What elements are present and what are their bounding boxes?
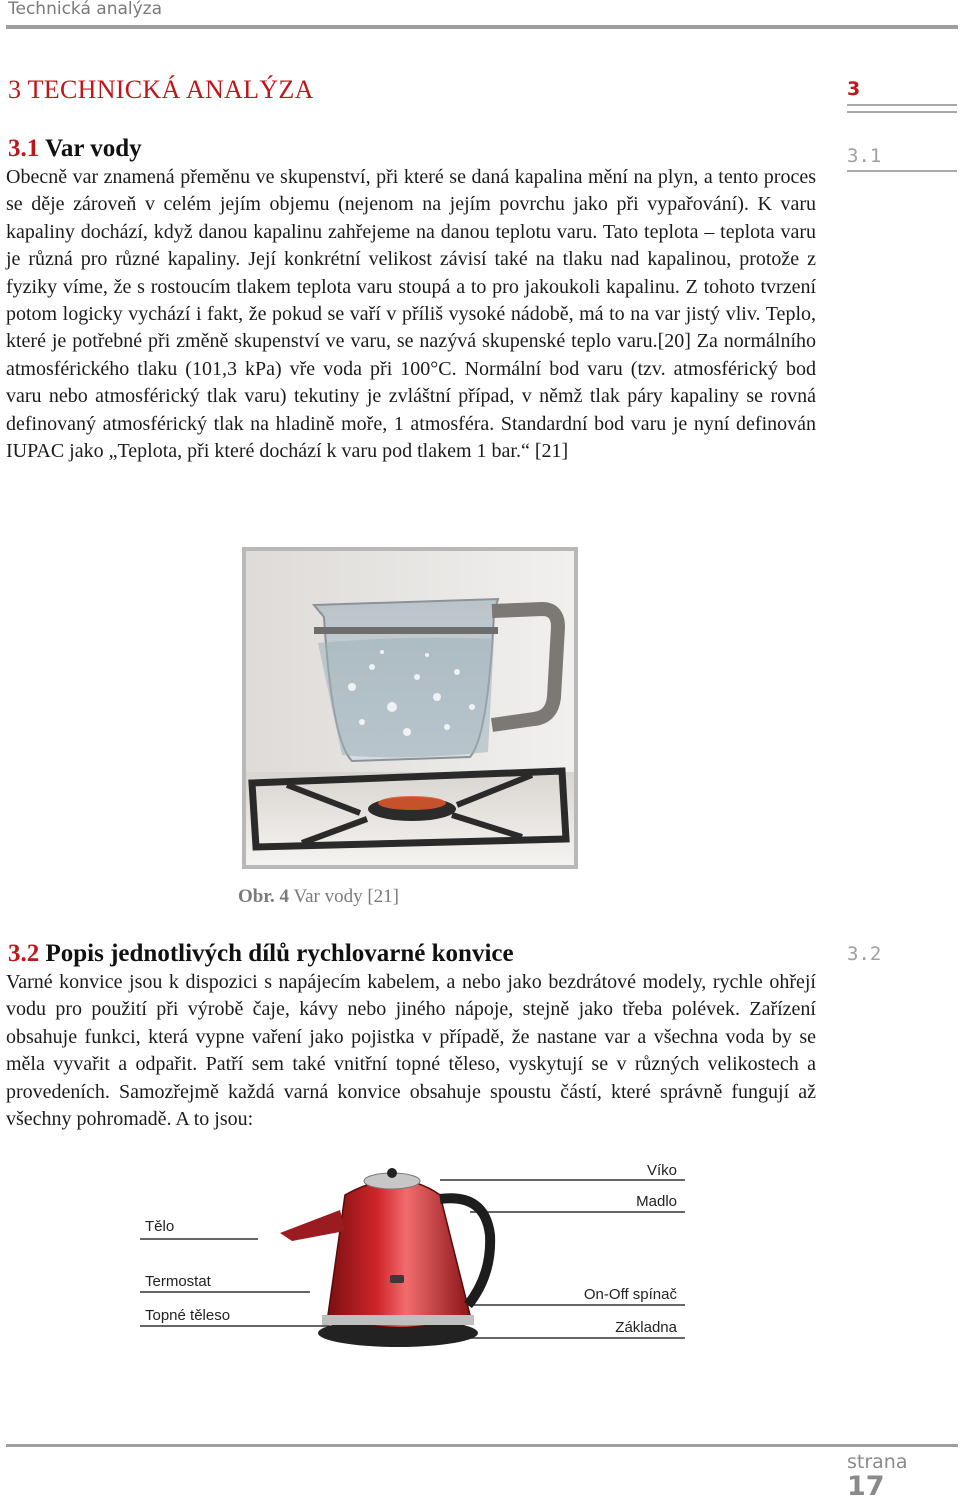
label-switch: On-Off spínač: [583, 1286, 677, 1303]
section-heading: [8, 135, 142, 163]
kettle-parts-diagram: [140, 1155, 685, 1355]
margin-section-number: 3.1: [847, 145, 882, 167]
margin-rule: [847, 111, 957, 113]
body-paragraph: Varné konvice jsou k dispozici s napájecím kabelem, a nebo jako bezdrátové modely, rychle ohřejí vodu pro použití při výrobě čaje, kávy nebo jiného nápoje, stejně jako třeba polévek. Zařízení obsahuje funkci, která vypne vaření jako pojistka v případě, že nastane var a všechna voda by se měla vyvařit a odpařit. Patří sem také vnitřní topné těleso, vyskytují se v různých velikostech a provedeních. Samozřejmě každá varná konvice obsahuje spoustu částí, které správně fungují až všechny pohromadě. A to jsou:: [6, 971, 816, 1131]
label-base: Základna: [615, 1319, 677, 1336]
section-heading: [8, 940, 514, 968]
margin-rule: [847, 170, 957, 172]
figure-caption: [238, 886, 399, 908]
chapter-title: 3 TECHNICKÁ ANALÝZA: [8, 75, 314, 104]
section-title: Popis jednotlivých dílů rychlovarné konvice: [45, 940, 514, 967]
figure-caption-text: Var vody: [293, 886, 363, 907]
label-lid: Víko: [646, 1162, 677, 1179]
label-thermostat: Termostat: [145, 1273, 211, 1290]
margin-chapter-number: 3: [847, 78, 861, 100]
label-handle: Madlo: [636, 1193, 677, 1210]
footer-page-number: 17: [847, 1471, 885, 1502]
figure-label: Obr. 4: [238, 886, 290, 907]
label-heating-element: Topné těleso: [145, 1307, 231, 1324]
section-number: 3.2: [8, 940, 40, 967]
header-rule: [6, 25, 958, 29]
footer-page-label: strana: [847, 1451, 908, 1473]
body-paragraph: Obecně var znamená přeměnu ve skupenství, při které se daná kapalina mění na plyn, a tento proces se děje zároveň v celém jejím objemu (nejenom na jejím povrchu jako při vypařování). K varu kapaliny dochází, když danou kapalinu zahřejeme na danou teplotu varu. Tato teplota – teplota varu je různá pro různé kapaliny. Její konkrétní velikost závisí také na tlaku nad kapalinou, protože z fyziky víme, že s rostoucím tlakem teplota varu stoupá a to pro jakoukoli kapalinu. Z tohoto tvrzení potom logicky vychází i fakt, že pokud se vaří v příliš vysoké nádobě, má to na var jistý vliv. Teplo, které je potřebné při změně skupenství ve varu, se nazývá skupenské teplo varu.[20] Za normálního atmosférického tlaku (101,3 kPa) vře voda při 100°C. Normální bod varu (tzv. atmosférický bod varu nebo atmosférický tlak varu) tekutiny je zvláštní případ, v němž tlak páry kapaliny se rovná definovaný atmosférický tlak na hladině moře, 1 atmosféra. Standardní bod varu je nyní definován IUPAC jako „Teplota, při které dochází k varu pod tlakem 1 bar.“ [21]: [6, 166, 816, 463]
footer-rule: [6, 1444, 958, 1447]
section-title: Var vody: [45, 135, 142, 162]
figure-reference: [21]: [367, 886, 400, 907]
boiling-water-photo: [242, 547, 578, 869]
margin-section-number: 3.2: [847, 943, 882, 965]
label-body: Tělo: [145, 1218, 175, 1235]
margin-rule: [847, 104, 957, 106]
running-header-title: Technická analýza: [8, 0, 163, 19]
section-number: 3.1: [8, 135, 40, 162]
